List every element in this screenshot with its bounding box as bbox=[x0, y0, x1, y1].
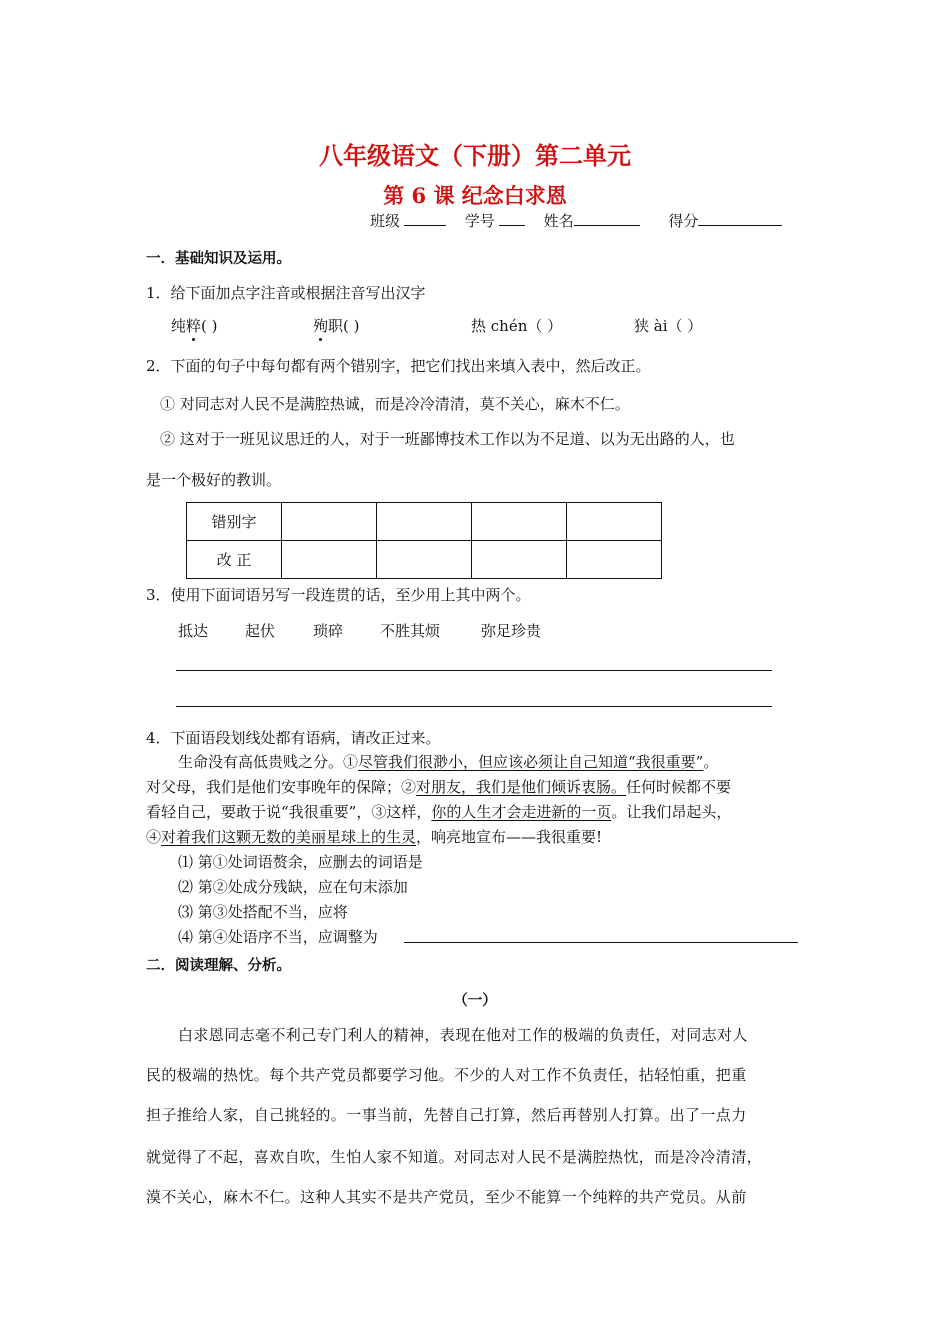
q3-word: 弥足珍贵 bbox=[481, 622, 542, 640]
reading-line: 民的极端的热忱。每个共产党员都要学习他。不少的人对工作不负责任，拈轻怕重，把重 bbox=[146, 1066, 747, 1084]
q2-sentence-1: ① 对同志对人民不是满腔热诚，而是冷冷清清，莫不关心，麻木不仁。 bbox=[160, 395, 630, 413]
lesson-title: 第 6 课 纪念白求恩 bbox=[383, 183, 567, 208]
q4-para-line: 看轻自己，要敢于说“我很重要”，③这样，你的人生才会走进新的一页。让我们昂起头， bbox=[146, 803, 732, 821]
name-label: 姓名 bbox=[543, 212, 574, 230]
reading-line: 漠不关心，麻木不仁。这种人其实不是共产党员，至少不能算一个纯粹的共产党员。从前 bbox=[146, 1188, 747, 1206]
reading-line: 就觉得了不起，喜欢自吹，生怕人家不知道。对同志对人民不是满腔热忱，而是冷冷清清， bbox=[146, 1148, 763, 1166]
table-cell[interactable] bbox=[377, 541, 472, 579]
q4-sub-3: ⑶ 第③处搭配不当，应将 bbox=[178, 903, 348, 921]
table-cell[interactable] bbox=[282, 541, 377, 579]
q1-item-4: 狭 ài（ ） bbox=[634, 317, 703, 335]
table-cell[interactable] bbox=[567, 541, 662, 579]
q3-prompt: 3．使用下面词语另写一段连贯的话，至少用上其中两个。 bbox=[146, 586, 531, 604]
q1-prompt: 1．给下面加点字注音或根据注音写出汉字 bbox=[146, 284, 426, 302]
table-header-correct: 改 正 bbox=[187, 541, 282, 579]
class-blank[interactable] bbox=[404, 211, 446, 226]
reading-section-title: （一） bbox=[453, 992, 497, 1009]
q4-sub-1: ⑴ 第①处词语赘余，应删去的词语是 bbox=[178, 853, 423, 871]
part1-heading: 一．基础知识及运用。 bbox=[146, 250, 291, 267]
reading-line: 白求恩同志毫不利己专门利人的精神，表现在他对工作的极端的负责任，对同志对人 bbox=[178, 1026, 748, 1044]
number-label: 学号 bbox=[464, 212, 495, 230]
table-cell[interactable] bbox=[282, 503, 377, 541]
score-blank[interactable] bbox=[698, 211, 782, 226]
q3-word: 抵达 bbox=[178, 622, 209, 640]
q1-item-2: 殉职( ) bbox=[313, 317, 360, 335]
class-label: 班级 bbox=[370, 212, 401, 230]
table-row bbox=[187, 503, 662, 541]
q2-sentence-2: ② 这对于一班见议思迁的人，对于一班鄙博技术工作以为不足道、以为无出路的人，也 bbox=[160, 430, 735, 448]
table-cell[interactable] bbox=[567, 503, 662, 541]
q4-para-line: 对父母，我们是他们安事晚年的保障；②对朋友，我们是他们倾诉衷肠。任何时候都不要 bbox=[146, 778, 732, 796]
q4-prompt: 4．下面语段划线处都有语病，请改正过来。 bbox=[146, 729, 441, 747]
q1-item-1: 纯粹( ) bbox=[171, 317, 218, 335]
number-blank[interactable] bbox=[499, 211, 525, 226]
q2-prompt: 2．下面的句子中每句都有两个错别字，把它们找出来填入表中，然后改正。 bbox=[146, 357, 651, 375]
score-label: 得分 bbox=[668, 212, 699, 230]
q4-para-line: 生命没有高低贵贱之分。①尽管我们很渺小，但应该必须让自己知道“我很重要”。 bbox=[178, 753, 719, 771]
correction-table bbox=[186, 502, 662, 579]
part2-heading: 二．阅读理解、分析。 bbox=[146, 957, 291, 974]
q4-sub-2: ⑵ 第②处成分残缺，应在句末添加 bbox=[178, 878, 408, 896]
table-row bbox=[187, 541, 662, 579]
name-blank[interactable] bbox=[574, 211, 640, 226]
table-cell[interactable] bbox=[472, 503, 567, 541]
table-cell[interactable] bbox=[472, 541, 567, 579]
answer-line[interactable] bbox=[176, 706, 772, 707]
worksheet-title: 八年级语文（下册）第二单元 bbox=[319, 141, 631, 170]
answer-line[interactable] bbox=[404, 942, 798, 943]
reading-line: 担子推给人家，自己挑轻的。一事当前，先替自己打算，然后再替别人打算。出了一点力 bbox=[146, 1106, 747, 1124]
table-cell[interactable] bbox=[377, 503, 472, 541]
q3-word: 起伏 bbox=[245, 622, 276, 640]
answer-line[interactable] bbox=[176, 670, 772, 671]
q4-sub-4: ⑷ 第④处语序不当，应调整为 bbox=[178, 928, 378, 946]
q2-sentence-2-cont: 是一个极好的教训。 bbox=[146, 471, 282, 489]
q3-word: 不胜其烦 bbox=[380, 622, 441, 640]
student-info-line bbox=[370, 210, 788, 231]
q3-word: 琐碎 bbox=[313, 622, 344, 640]
q1-item-3: 热 chén（ ） bbox=[471, 317, 563, 335]
q4-para-line: ④对着我们这颗无数的美丽星球上的生灵，响亮地宣布——我很重要! bbox=[146, 828, 603, 846]
table-header-wrong: 错别字 bbox=[187, 503, 282, 541]
